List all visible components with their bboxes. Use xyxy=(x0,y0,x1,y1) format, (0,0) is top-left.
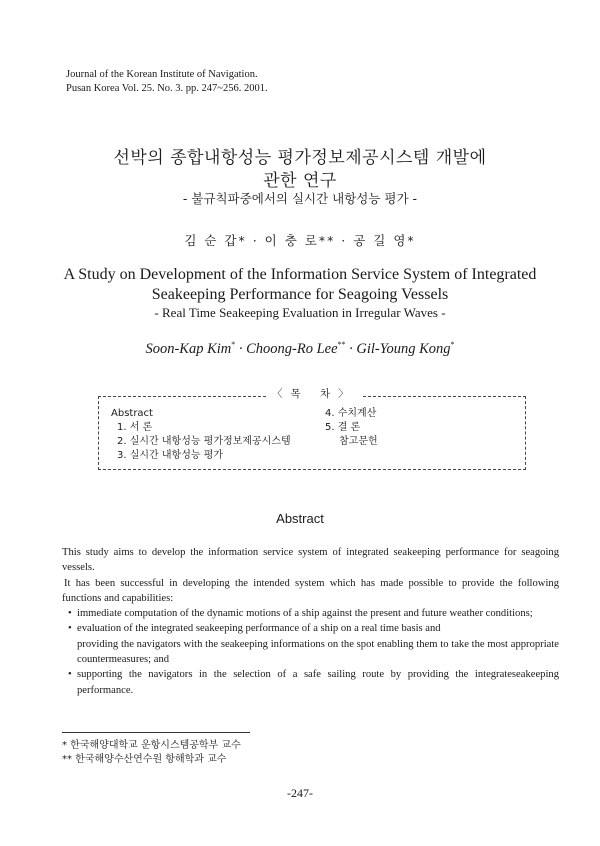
author-2-mark: ** xyxy=(337,340,346,349)
table-of-contents xyxy=(98,396,526,470)
english-title-line2: Seakeeping Performance for Seagoing Vessels xyxy=(151,286,449,303)
bullet-text: immediate computation of the dynamic motions of a ship against the present and future weather conditions; xyxy=(77,608,533,620)
abstract-bullet-1 xyxy=(68,606,559,621)
toc-heading: 〈목 차〉 xyxy=(268,386,361,401)
page-number: -247- xyxy=(287,786,313,800)
abstract-paragraph-2: It has been successful in developing the intended system which has made possible to provide the following functions and capabilities: xyxy=(62,577,559,604)
author-3-mark: * xyxy=(450,340,455,349)
toc-item: Abstract xyxy=(111,408,153,419)
english-authors xyxy=(0,340,600,358)
english-subtitle: - Real Time Seakeeping Evaluation in Irregular Waves - xyxy=(154,305,446,320)
abstract-bullet-3 xyxy=(68,667,559,698)
author-3: Gil-Young Kong xyxy=(356,340,451,357)
english-title-line1: A Study on Development of the Information Service System of Integrated xyxy=(63,266,537,283)
author-sep-1: · xyxy=(235,340,247,357)
author-1: Soon-Kap Kim xyxy=(145,340,232,357)
korean-title-line1: 선박의 종합내항성능 평가정보제공시스템 개발에 xyxy=(113,148,487,168)
journal-volume: Pusan Korea Vol. 25. No. 3. pp. 247~256. 2001. xyxy=(66,83,268,94)
bullet-icon: • xyxy=(68,608,72,620)
bullet-icon: • xyxy=(68,669,72,681)
bullet-text-continuation: providing the navigators with the seakeeping informations on the spot enabling them to take the most appropriate countermeasures; and xyxy=(77,638,559,666)
footnotes xyxy=(62,739,241,767)
toc-item: 2. 실시간 내항성능 평가정보제공시스템 xyxy=(117,436,291,447)
author-sep-2: · xyxy=(345,340,357,357)
toc-item: 참고문헌 xyxy=(339,436,378,447)
toc-item: 4. 수치계산 xyxy=(325,408,377,419)
abstract-body xyxy=(62,545,559,698)
korean-title-line2: 관한 연구 xyxy=(263,171,337,191)
bullet-text: supporting the navigators in the selection of a safe sailing route by providing the integrateseakeeping performance. xyxy=(77,669,559,696)
bullet-icon: • xyxy=(68,623,72,635)
abstract-paragraph-1: This study aims to develop the information service system of integrated seakeeping performance for seagoing vessels. xyxy=(62,547,559,574)
journal-citation xyxy=(66,68,268,96)
footnote-divider xyxy=(62,732,250,733)
abstract-bullet-2 xyxy=(68,621,559,667)
journal-name: Journal of the Korean Institute of Navigation. xyxy=(66,69,258,80)
korean-authors: 김 순 갑* · 이 충 로** · 공 길 영* xyxy=(184,233,416,248)
korean-subtitle: - 불규칙파중에서의 실시간 내항성능 평가 - xyxy=(182,191,418,206)
toc-item: 1. 서 론 xyxy=(117,422,153,433)
english-title xyxy=(0,265,600,305)
toc-left-column xyxy=(111,407,291,463)
footnote-1: * 한국해양대학교 운항시스템공학부 교수 xyxy=(62,740,241,751)
toc-item: 5. 결 론 xyxy=(325,422,361,433)
toc-item: 3. 실시간 내항성능 평가 xyxy=(117,450,224,461)
footnote-2: ** 한국해양수산연수원 항해학과 교수 xyxy=(62,754,227,765)
bullet-text-line: evaluation of the integrated seakeeping performance of a ship on a real time basis and xyxy=(77,623,441,635)
author-2: Choong-Ro Lee xyxy=(246,340,338,357)
bullet-text xyxy=(77,621,559,667)
toc-right-column xyxy=(325,407,378,449)
author-1-mark: * xyxy=(231,340,236,349)
abstract-heading: Abstract xyxy=(276,511,324,526)
